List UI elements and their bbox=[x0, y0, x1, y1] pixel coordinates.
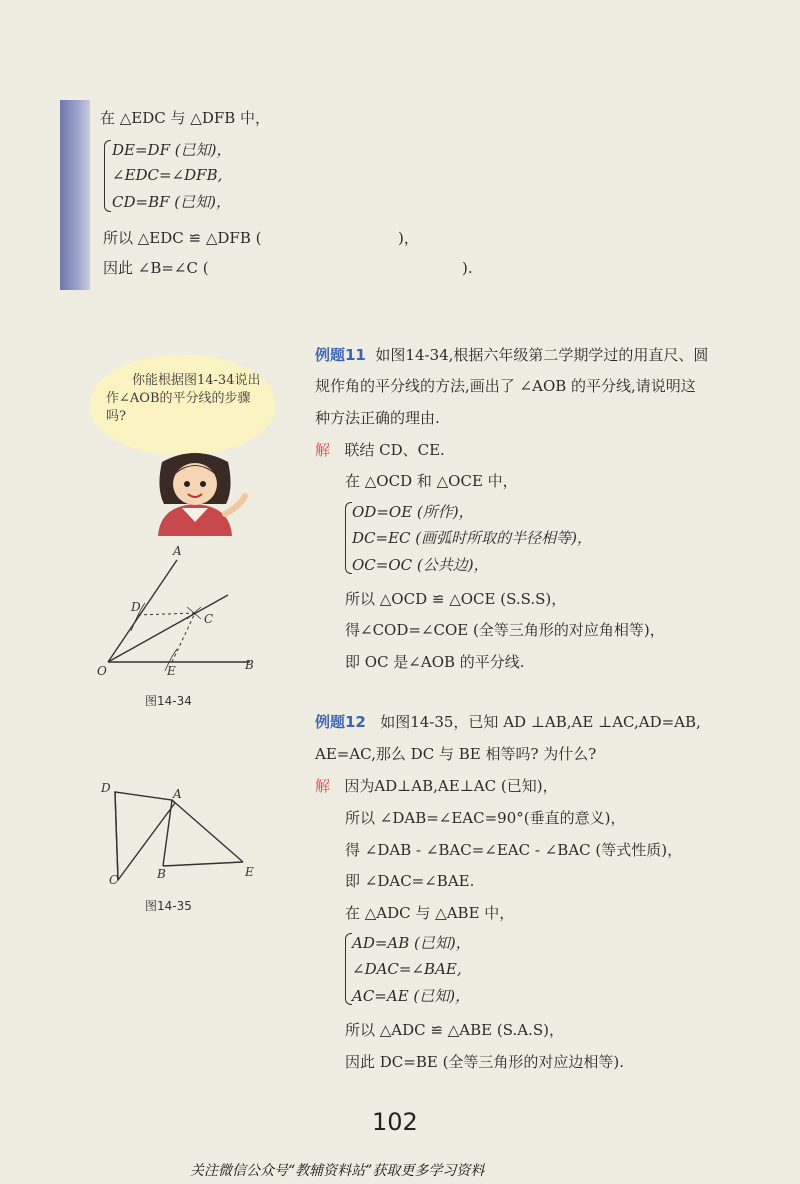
example-11-c2: DC=EC (画弧时所取的半径相等)， bbox=[352, 529, 592, 547]
example-12-s7: 因此 DC=BE (全等三角形的对应边相等). bbox=[345, 1053, 625, 1071]
fig1-label-e: E bbox=[167, 664, 176, 678]
example-12-s5: 在 △ADC 与 △ABE 中， bbox=[345, 904, 515, 922]
fig1-label-o: O bbox=[97, 664, 107, 678]
girl-illustration bbox=[140, 448, 250, 538]
proof-line-6a: 因此 ∠B=∠C ( bbox=[103, 259, 209, 277]
fig2-label-a: A bbox=[173, 787, 182, 801]
proof-line-5a: 所以 △EDC ≌ △DFB ( bbox=[103, 229, 262, 247]
example-12-s3: 得 ∠DAB - ∠BAC=∠EAC - ∠BAC (等式性质)， bbox=[345, 841, 683, 859]
example-12-s1: 因为AD⊥AB,AE⊥AC (已知)， bbox=[344, 777, 558, 795]
speech-bubble-text: 你能根据图14-34说出作∠AOB的平分线的步骤吗? bbox=[106, 373, 261, 424]
solution-mark: 解 bbox=[315, 441, 331, 459]
figure-14-35-caption: 图14-35 bbox=[145, 899, 192, 913]
fig1-label-d: D bbox=[131, 600, 141, 614]
example-11-s5: 即 OC 是∠AOB 的平分线. bbox=[345, 653, 525, 671]
example-12-label: 例题12 bbox=[315, 713, 366, 731]
solution-mark: 解 bbox=[315, 777, 331, 795]
example-11-s1: 联结 CD、CE. bbox=[344, 441, 445, 459]
fig2-label-c: C bbox=[109, 873, 119, 887]
side-accent-bar bbox=[60, 100, 90, 290]
example-12-c1: AD=AB (已知)， bbox=[352, 934, 471, 952]
example-12-p2: AE=AC,那么 DC 与 BE 相等吗? 为什么? bbox=[315, 745, 597, 763]
figure-14-35 bbox=[95, 780, 260, 890]
brace bbox=[104, 140, 111, 212]
fig1-label-b: B bbox=[245, 658, 254, 672]
proof-line-5b: )， bbox=[398, 229, 419, 247]
proof-line-1: 在 △EDC 与 △DFB 中， bbox=[100, 109, 271, 127]
proof-line-6b: ). bbox=[462, 259, 473, 277]
figure-14-34 bbox=[95, 545, 270, 690]
example-12-solution-1 bbox=[315, 776, 558, 796]
example-11-label: 例题11 bbox=[315, 346, 366, 364]
example-12-s6: 所以 △ADC ≌ △ABE (S.A.S)， bbox=[345, 1021, 564, 1039]
example-11-line-1 bbox=[315, 345, 708, 365]
brace bbox=[345, 502, 352, 574]
figure-14-34-caption: 图14-34 bbox=[145, 694, 192, 708]
example-11-p2: 规作角的平分线的方法,画出了 ∠AOB 的平分线,请说明这 bbox=[315, 377, 696, 395]
example-11-s4: 得∠COD=∠COE (全等三角形的对应角相等)， bbox=[345, 621, 665, 639]
example-12-s4: 即 ∠DAC=∠BAE. bbox=[345, 872, 475, 890]
proof-condition-3: CD=BF (已知)， bbox=[112, 193, 231, 211]
example-11-c3: OC=OC (公共边)， bbox=[352, 556, 489, 574]
example-11-p1: 如图14-34,根据六年级第二学期学过的用直尺、圆 bbox=[375, 346, 709, 364]
example-11-solution-1 bbox=[315, 440, 445, 460]
example-11-c1: OD=OE (所作)， bbox=[352, 503, 474, 521]
example-12-s2: 所以 ∠DAB=∠EAC=90°(垂直的意义)， bbox=[345, 809, 626, 827]
example-12-line-1 bbox=[315, 712, 701, 732]
footer-watermark: 关注微信公众号“教辅资料站”获取更多学习资料 bbox=[190, 1163, 485, 1179]
example-11-s2: 在 △OCD 和 △OCE 中， bbox=[345, 472, 518, 490]
fig1-label-a: A bbox=[173, 545, 182, 558]
proof-condition-1: DE=DF (已知)， bbox=[112, 141, 232, 159]
example-11-p3: 种方法正确的理由. bbox=[315, 409, 440, 427]
fig1-label-c: C bbox=[204, 612, 214, 626]
brace bbox=[345, 933, 352, 1005]
fig2-label-d: D bbox=[101, 781, 111, 795]
example-11-s3: 所以 △OCD ≌ △OCE (S.S.S)， bbox=[345, 590, 567, 608]
example-12-p1: 如图14-35，已知 AD ⊥AB,AE ⊥AC,AD=AB, bbox=[380, 713, 701, 731]
proof-condition-2: ∠EDC=∠DFB, bbox=[112, 166, 223, 184]
example-12-c3: AC=AE (已知)， bbox=[352, 987, 471, 1005]
example-12-c2: ∠DAC=∠BAE, bbox=[352, 960, 462, 978]
fig2-label-e: E bbox=[245, 865, 254, 879]
fig2-label-b: B bbox=[157, 867, 166, 881]
page-number: 102 bbox=[372, 1108, 418, 1136]
